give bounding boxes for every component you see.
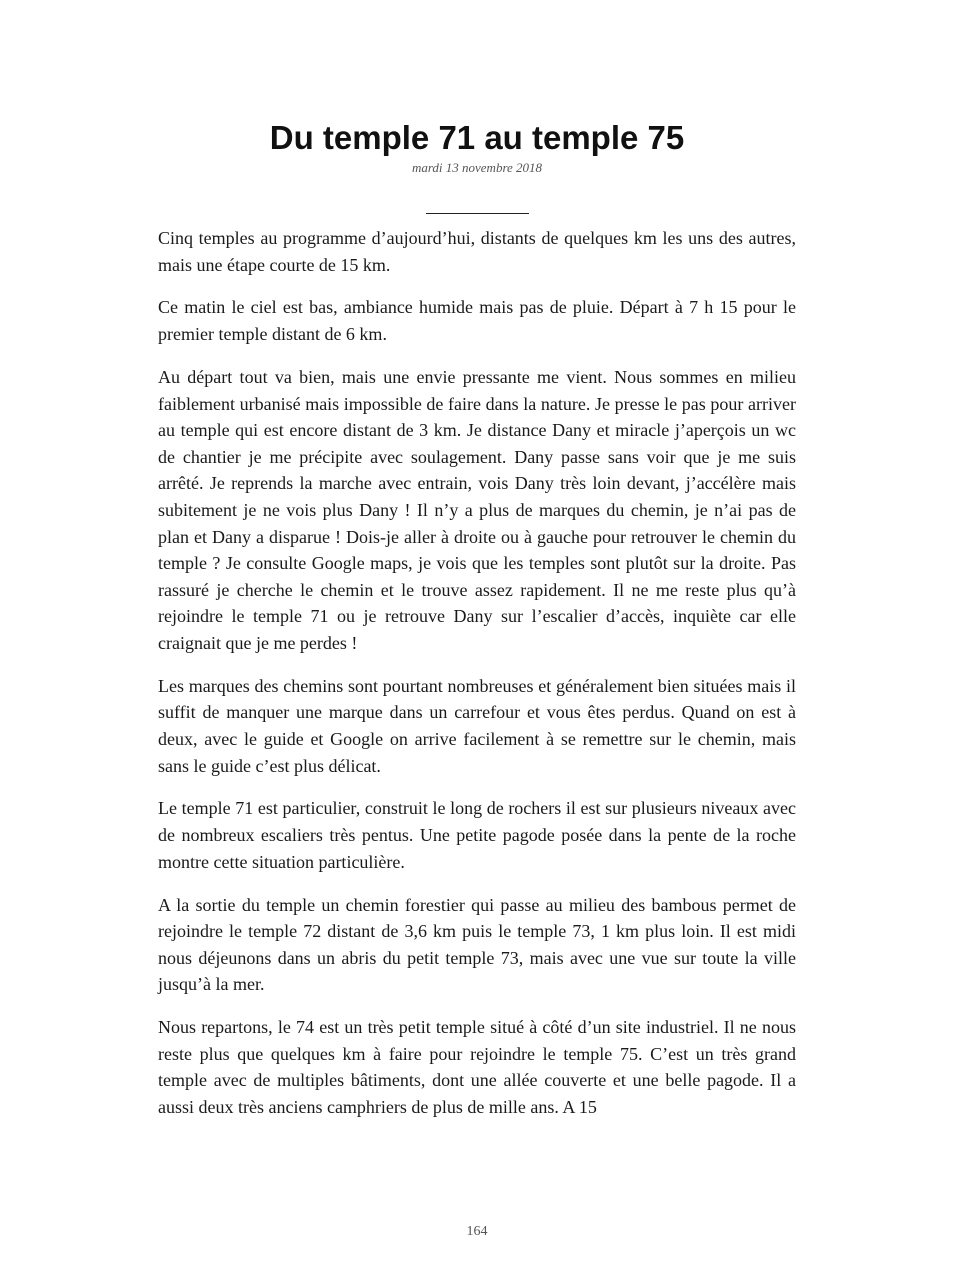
paragraph: Ce matin le ciel est bas, ambiance humide mais pas de pluie. Départ à 7 h 15 pour le premier temple distant de 6 km.: [158, 297, 796, 345]
article-body: [158, 225, 796, 1137]
page-title: Du temple 71 au temple 75: [269, 119, 685, 156]
paragraph: A la sortie du temple un chemin forestier qui passe au milieu des bambous permet de rejoindre le temple 72 distant de 3,6 km puis le temple 73, 1 km plus loin. Il est midi nous déjeunons dans un abris du petit temple 73, mais avec une vue sur toute la ville jusqu’à la mer.: [158, 894, 796, 995]
title-divider: [426, 213, 529, 214]
paragraph: Cinq temples au programme d’aujourd’hui, distants de quelques km les uns des autres, mais une étape courte de 15 km.: [158, 228, 796, 275]
paragraph: Au départ tout va bien, mais une envie pressante me vient. Nous sommes en milieu faiblement urbanisé mais impossible de faire dans la nature. Je presse le pas pour arriver au temple qui est encore distant de 3 km. Je distance Dany et miracle j’aperçois un wc de chantier je me précipite avec soulagement. Dany passe sans voir que je me suis arrêté. Je reprends la marche avec entrain, vois Dany très loin devant, j’accélère mais subitement je ne vois plus Dany ! Il n’y a plus de marques du chemin, je n’ai pas de plan et Dany a disparue ! Dois-je aller à droite ou à gauche pour retrouver le chemin du temple ? Je consulte Google maps, je vois que les temples sont plutôt sur la droite. Pas rassuré je cherche le chemin et le trouve assez rapidement. Il ne me reste plus qu’à rejoindre le temple 71 ou je retrouve Dany sur l’escalier d’accès, inquiète car elle craignait que je me perdes !: [158, 366, 796, 653]
post-date: mardi 13 novembre 2018: [411, 160, 543, 175]
page-number: 164: [466, 1224, 488, 1239]
paragraph: Nous repartons, le 74 est un très petit temple situé à côté d’un site industriel. Il ne nous reste plus que quelques km à faire pour rejoindre le temple 75. C’est un très grand temple avec de multiples bâtiments, dont une allée couverte et une belle pagode. Il a aussi deux très anciens camphriers de plus de mille ans. A 15: [158, 1017, 796, 1117]
paragraph: Les marques des chemins sont pourtant nombreuses et généralement bien situées mais il suffit de manquer une marque dans un carrefour et vous êtes perdus. Quand on est à deux, avec le guide et Google on arrive facilement à se remettre sur le chemin, mais sans le guide c’est plus délicat.: [158, 675, 796, 776]
paragraph: Le temple 71 est particulier, construit le long de rochers il est sur plusieurs niveaux avec de nombreux escaliers très pentus. Une petite pagode posée dans la pente de la roche montre cette situation particulière.: [158, 798, 796, 872]
